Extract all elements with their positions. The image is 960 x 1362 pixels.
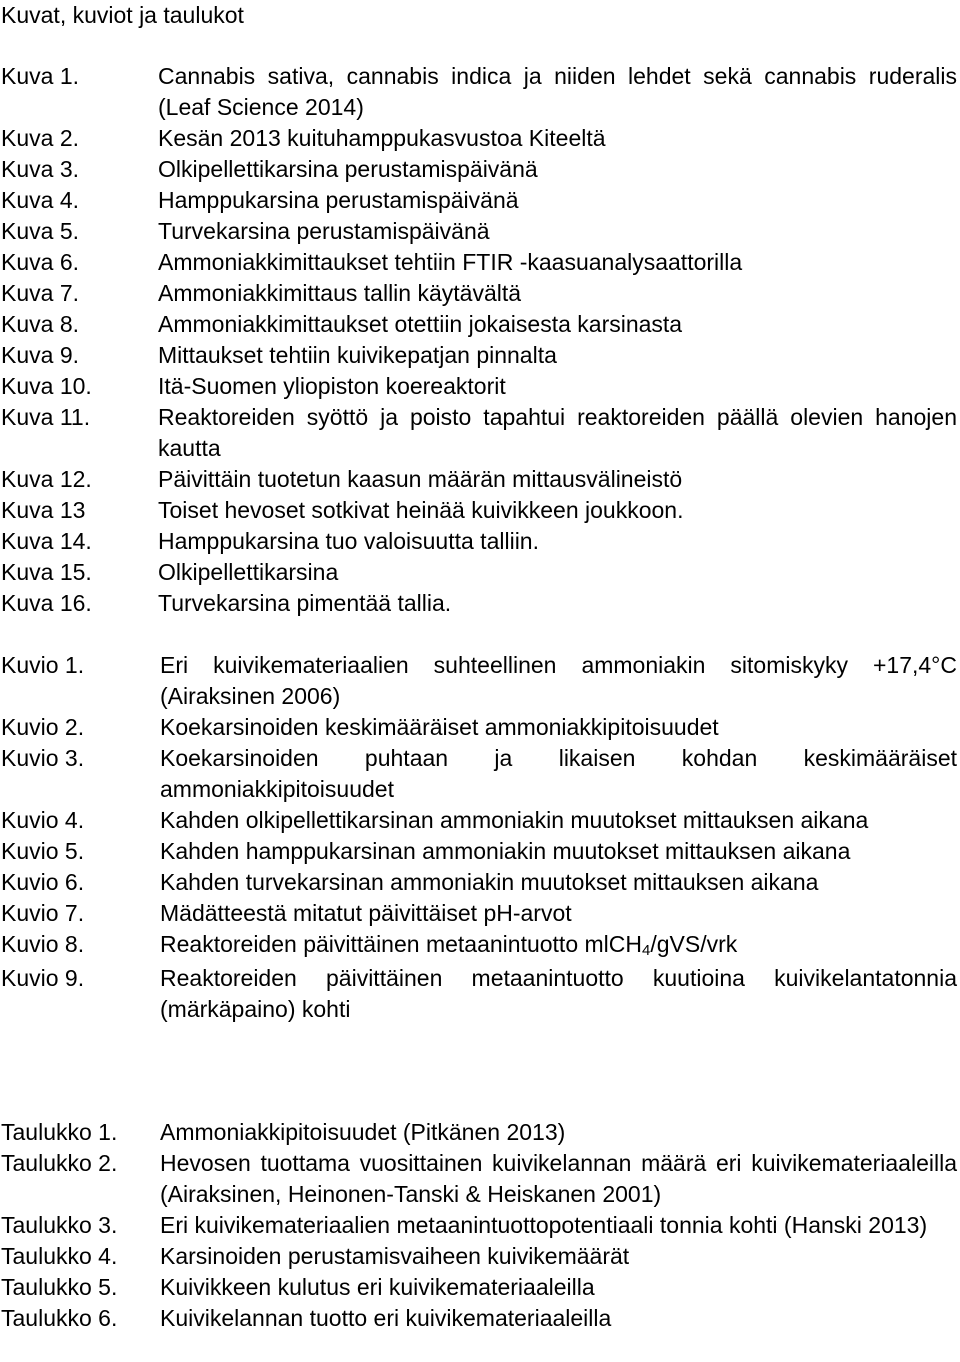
entry-label: Kuva 3. (1, 156, 79, 182)
entry-text: Karsinoiden perustamisvaiheen kuivikemäärät (160, 1243, 630, 1269)
entry-label: Kuvio 1. (1, 652, 85, 678)
entry-label: Kuva 4. (1, 187, 79, 213)
list-item (1, 526, 957, 557)
entry-label: Kuva 1. (1, 63, 79, 89)
list-item (1, 557, 957, 588)
entry-label: Kuva 6. (1, 249, 79, 275)
entry-text: Eri kuivikemateriaalien suhteellinen ammoniakin sitomiskyky +17,4°C (Airaksinen 2006) (160, 652, 957, 709)
list-item (1, 1148, 957, 1210)
list-item (1, 1117, 957, 1148)
list-item (1, 805, 957, 836)
list-item (1, 588, 957, 619)
list-item (1, 340, 957, 371)
entry-text (160, 929, 957, 963)
list-item (1, 712, 957, 743)
list-item (1, 929, 957, 963)
entry-text: Eri kuivikemateriaalien metaanintuottopotentiaali tonnia kohti (Hanski 2013) (160, 1212, 928, 1238)
entry-label: Kuva 2. (1, 125, 79, 151)
entry-label: Kuva 11. (1, 404, 91, 430)
entry-text: Hamppukarsina tuo valoisuutta talliin. (158, 528, 539, 554)
entry-text: Ammoniakkimittaukset tehtiin FTIR -kaasuanalysaattorilla (158, 249, 743, 275)
list-item (1, 464, 957, 495)
entry-label: Kuvio 9. (1, 965, 85, 991)
entry-text: Kuivikelannan tuotto eri kuivikemateriaaleilla (160, 1305, 612, 1331)
tables-list (1, 1117, 957, 1334)
entry-label: Kuvio 2. (1, 714, 85, 740)
list-item (1, 1272, 957, 1303)
entry-label: Kuva 13 (1, 497, 86, 523)
entry-text: Hamppukarsina perustamispäivänä (158, 187, 519, 213)
entry-text: Koekarsinoiden puhtaan ja likaisen kohdan keskimääräiset ammoniakkipitoisuudet (160, 745, 957, 802)
list-item (1, 247, 957, 278)
list-item (1, 371, 957, 402)
list-item (1, 743, 957, 805)
entry-text: Olkipellettikarsina perustamispäivänä (158, 156, 538, 182)
entry-text: Cannabis sativa, cannabis indica ja niiden lehdet sekä cannabis ruderalis (Leaf Science 2014) (158, 63, 957, 120)
entry-label: Taulukko 5. (1, 1274, 118, 1300)
entry-text: Ammoniakkimittaus tallin käytävältä (158, 280, 522, 306)
entry-text: Ammoniakkimittaukset otettiin jokaisesta karsinasta (158, 311, 683, 337)
entry-label: Kuva 10. (1, 373, 92, 399)
list-item (1, 61, 957, 123)
entry-text: Päivittäin tuotetun kaasun määrän mittausvälineistö (158, 466, 683, 492)
entry-label: Taulukko 1. (1, 1119, 118, 1145)
list-item (1, 1303, 957, 1334)
entry-text: Kahden turvekarsinan ammoniakin muutokset mittauksen aikana (160, 869, 819, 895)
entry-label: Taulukko 3. (1, 1212, 118, 1238)
entry-label: Kuva 12. (1, 466, 92, 492)
list-item (1, 867, 957, 898)
entry-text: Olkipellettikarsina (158, 559, 339, 585)
entry-label: Taulukko 4. (1, 1243, 118, 1269)
list-item (1, 495, 957, 526)
list-item (1, 216, 957, 247)
list-item (1, 402, 957, 464)
entry-text-part: /gVS/vrk (650, 931, 738, 957)
entry-text: Reaktoreiden päivittäinen metaanintuotto kuutioina kuivikelantatonnia (märkäpaino) kohti (160, 965, 957, 1022)
list-item (1, 963, 957, 1025)
entry-label: Kuva 15. (1, 559, 92, 585)
entry-label: Kuvio 3. (1, 745, 85, 771)
entry-label: Kuva 7. (1, 280, 79, 306)
entry-text: Reaktoreiden syöttö ja poisto tapahtui reaktoreiden päällä olevien hanojen kautta (158, 404, 957, 461)
entry-text: Turvekarsina perustamispäivänä (158, 218, 490, 244)
list-item (1, 309, 957, 340)
entry-text: Turvekarsina pimentää tallia. (158, 590, 452, 616)
list-item (1, 1241, 957, 1272)
entry-text: Koekarsinoiden keskimääräiset ammoniakkipitoisuudet (160, 714, 719, 740)
entry-text: Kesän 2013 kuituhamppukasvustoa Kiteeltä (158, 125, 606, 151)
entry-text: Mittaukset tehtiin kuivikepatjan pinnalta (158, 342, 557, 368)
entry-text: Kahden olkipellettikarsinan ammoniakin muutokset mittauksen aikana (160, 807, 869, 833)
entry-label: Kuvio 8. (1, 931, 85, 957)
figures-list (1, 61, 957, 619)
entry-label: Kuva 16. (1, 590, 92, 616)
charts-list (1, 650, 957, 1025)
list-item (1, 836, 957, 867)
list-item (1, 185, 957, 216)
entry-text: Kahden hamppukarsinan ammoniakin muutokset mittauksen aikana (160, 838, 851, 864)
entry-text: Kuivikkeen kulutus eri kuivikemateriaaleilla (160, 1274, 595, 1300)
entry-text-part: Reaktoreiden päivittäinen metaanintuotto mlCH (160, 931, 642, 957)
entry-label: Kuva 5. (1, 218, 79, 244)
list-item (1, 898, 957, 929)
subscript-index: 4 (642, 942, 651, 959)
entry-text: Hevosen tuottama vuosittainen kuivikelannan määrä eri kuivikemateriaaleilla (Airaksinen, Heinonen-Tanski & Heiskanen 2001) (160, 1150, 957, 1207)
list-item (1, 650, 957, 712)
entry-label: Kuvio 6. (1, 869, 85, 895)
page-title: Kuvat, kuviot ja taulukot (1, 2, 244, 28)
entry-label: Kuva 9. (1, 342, 79, 368)
list-item (1, 1210, 957, 1241)
entry-label: Kuva 8. (1, 311, 79, 337)
entry-label: Taulukko 6. (1, 1305, 118, 1331)
list-item (1, 278, 957, 309)
entry-label: Taulukko 2. (1, 1150, 118, 1176)
entry-text: Itä-Suomen yliopiston koereaktorit (158, 373, 506, 399)
entry-text: Ammoniakkipitoisuudet (Pitkänen 2013) (160, 1119, 566, 1145)
entry-label: Kuva 14. (1, 528, 92, 554)
list-item (1, 154, 957, 185)
entry-label: Kuvio 7. (1, 900, 85, 926)
entry-label: Kuvio 4. (1, 807, 85, 833)
entry-text: Mädätteestä mitatut päivittäiset pH-arvot (160, 900, 572, 926)
entry-label: Kuvio 5. (1, 838, 85, 864)
list-item (1, 123, 957, 154)
entry-text: Toiset hevoset sotkivat heinää kuivikkeen joukkoon. (158, 497, 684, 523)
